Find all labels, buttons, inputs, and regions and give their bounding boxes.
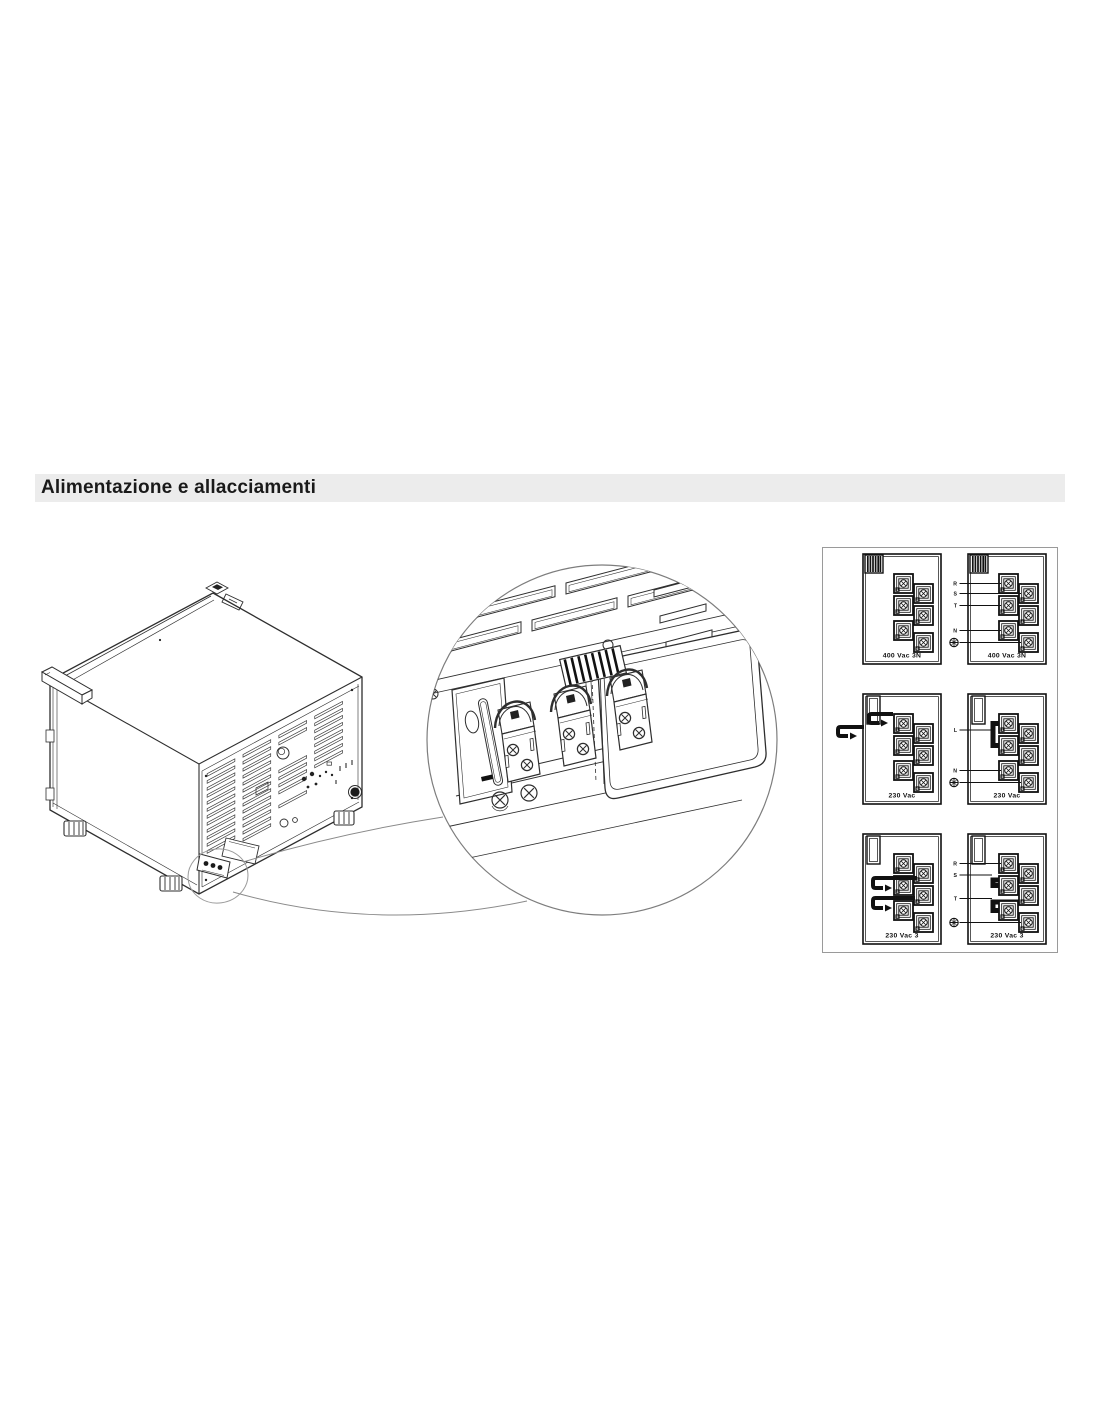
diagram-caption: 400 Vac 3N <box>882 652 922 660</box>
svg-text:1: 1 <box>1001 728 1004 732</box>
cable-gland-icon <box>972 696 985 724</box>
wire-label: R <box>953 861 957 868</box>
wiring-diagram-230vac3-jumpers <box>863 834 941 944</box>
svg-text:5: 5 <box>896 775 899 779</box>
wiring-diagram-230vac3-wired <box>950 834 1046 944</box>
svg-text:5: 5 <box>896 915 899 919</box>
wire-label: L <box>953 727 957 734</box>
svg-text:2: 2 <box>1021 598 1024 602</box>
earth-symbol-icon <box>950 638 958 646</box>
svg-text:6: 6 <box>916 927 919 931</box>
section-title-bar <box>35 474 1065 502</box>
wiring-diagram-400vac3n-wired <box>950 554 1046 664</box>
svg-text:1: 1 <box>896 588 899 592</box>
svg-text:2: 2 <box>916 598 919 602</box>
svg-text:2: 2 <box>1021 878 1024 882</box>
earth-symbol-icon <box>950 778 958 786</box>
svg-text:4: 4 <box>1021 900 1024 904</box>
oven-body <box>50 593 362 894</box>
svg-text:3: 3 <box>1001 890 1004 894</box>
wire-label: N <box>953 768 957 775</box>
svg-text:2: 2 <box>916 738 919 742</box>
diagram-caption: 230 Vac 3 <box>885 932 919 940</box>
svg-text:1: 1 <box>896 728 899 732</box>
wiring-diagrams <box>823 548 1057 952</box>
svg-text:3: 3 <box>896 750 899 754</box>
svg-text:5: 5 <box>1001 635 1004 639</box>
oven-back-view-drawing <box>42 582 362 907</box>
wire-label: S <box>953 591 957 598</box>
wire-label: S <box>953 872 957 879</box>
diagram-caption: 400 Vac 3N <box>987 652 1027 660</box>
svg-text:3: 3 <box>1001 750 1004 754</box>
diagram-caption: 230 Vac <box>993 792 1021 800</box>
svg-text:1: 1 <box>1001 868 1004 872</box>
svg-text:6: 6 <box>916 647 919 651</box>
wiring-diagram-230vac-wired <box>950 694 1046 804</box>
svg-text:2: 2 <box>916 878 919 882</box>
diagram-caption: 230 Vac 3 <box>990 932 1024 940</box>
wiring-diagram-230vac-jumpers <box>838 694 941 804</box>
wire-label: N <box>953 628 957 635</box>
svg-text:6: 6 <box>1021 787 1024 791</box>
svg-text:5: 5 <box>1001 775 1004 779</box>
wiring-diagram-400vac3n-plain <box>863 554 941 664</box>
cable-gland-icon <box>972 836 985 864</box>
svg-text:6: 6 <box>916 787 919 791</box>
diagram-caption: 230 Vac <box>888 792 916 800</box>
wire-label: T <box>953 896 957 903</box>
svg-text:3: 3 <box>896 610 899 614</box>
svg-text:4: 4 <box>916 900 919 904</box>
svg-text:1: 1 <box>896 868 899 872</box>
cable-gland-icon <box>867 836 880 864</box>
magnifier-detail <box>426 537 777 915</box>
wire-label: R <box>953 581 957 588</box>
svg-text:4: 4 <box>1021 760 1024 764</box>
section-title: Alimentazione e allacciamenti <box>41 477 317 498</box>
svg-text:5: 5 <box>1001 915 1004 919</box>
svg-text:4: 4 <box>916 620 919 624</box>
svg-text:2: 2 <box>1021 738 1024 742</box>
svg-text:3: 3 <box>896 890 899 894</box>
earth-symbol-icon <box>950 918 958 926</box>
svg-text:4: 4 <box>1021 620 1024 624</box>
svg-text:1: 1 <box>1001 588 1004 592</box>
svg-text:6: 6 <box>1021 647 1024 651</box>
svg-text:5: 5 <box>896 635 899 639</box>
wire-label: T <box>953 603 957 610</box>
wiring-diagrams-panel <box>822 547 1058 953</box>
svg-text:3: 3 <box>1001 610 1004 614</box>
svg-text:4: 4 <box>916 760 919 764</box>
svg-text:6: 6 <box>1021 927 1024 931</box>
loose-jumper-icon <box>838 727 864 740</box>
